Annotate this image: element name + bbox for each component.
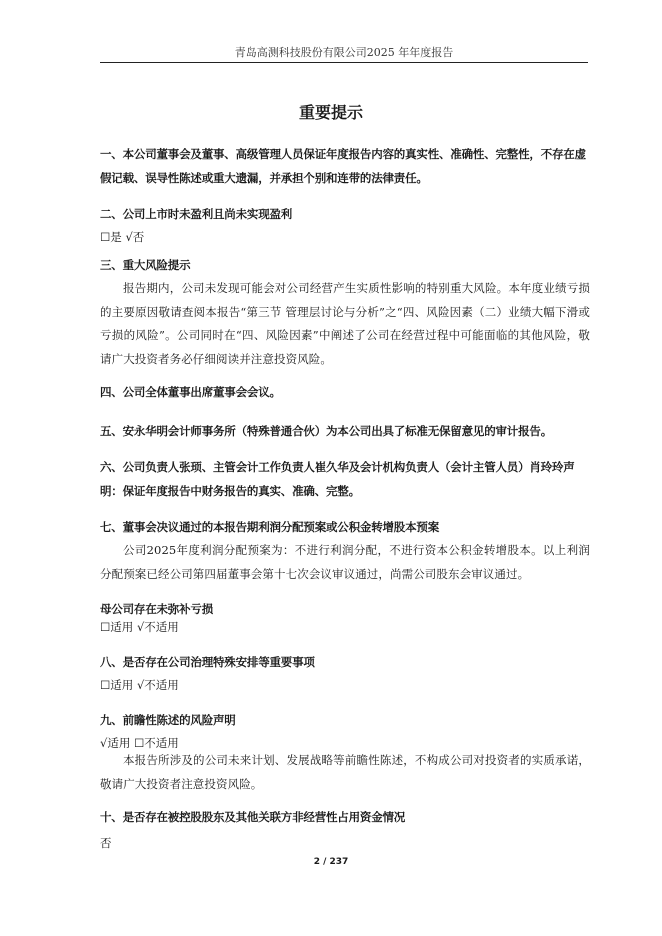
- section-6-heading: 六、公司负责人张顼、主管会计工作负责人崔久华及会计机构负责人（会计主管人员）肖玲玲声明：保证年度报告中财务报告的真实、准确、完整。: [100, 460, 575, 498]
- section-7b-options: ☐适用 √不适用: [100, 620, 179, 634]
- section-7b-heading: 母公司存在未弥补亏损: [100, 602, 213, 616]
- section-3-heading: 三、重大风险提示: [100, 258, 191, 272]
- section-4-heading: 四、公司全体董事出席董事会会议。: [100, 385, 281, 399]
- section-7-heading: 七、董事会决议通过的本报告期利润分配预案或公积金转增股本预案: [100, 520, 439, 534]
- section-10-heading: 十、是否存在被控股股东及其他关联方非经营性占用资金情况: [100, 810, 406, 824]
- section-9-options: √适用 ☐不适用: [100, 736, 179, 750]
- page-header: 青岛高测科技股份有限公司2025 年年度报告: [234, 46, 454, 59]
- section-2-heading: 二、公司上市时未盈利且尚未实现盈利: [100, 207, 293, 221]
- section-5-heading: 五、安永华明会计师事务所（特殊普通合伙）为本公司出具了标准无保留意见的审计报告。: [100, 424, 552, 438]
- section-10-answer: 否: [100, 836, 112, 850]
- page-number: 2 / 237: [313, 857, 349, 867]
- section-2-options: ☐是 √否: [100, 230, 145, 244]
- section-9-body: 本报告所涉及的公司未来计划、发展战略等前瞻性陈述，不构成公司对投资者的实质承诺，敬请广大投资者注意投资风险。: [100, 753, 590, 791]
- section-1-heading: 一、本公司董事会及董事、高级管理人员保证年度报告内容的真实性、准确性、完整性，不存在虚假记载、误导性陈述或重大遗漏，并承担个别和连带的法律责任。: [100, 147, 586, 185]
- section-3-body: 报告期内，公司未发现可能会对公司经营产生实质性影响的特别重大风险。本年度业绩亏损的主要原因敬请查阅本报告“第三节 管理层讨论与分析”之“四、风险因素（二）业绩大幅下滑或亏损的风险”。公司同时在“四、风险因素”中阐述了公司在经营过程中可能面临的其他风险，敬请广大投资者务必仔细阅读并注意投资风险。: [100, 281, 590, 366]
- header-rule: [100, 62, 588, 63]
- page-title: 重要提示: [298, 103, 363, 122]
- section-8-options: ☐适用 √不适用: [100, 678, 179, 692]
- section-8-heading: 八、是否存在公司治理特殊安排等重要事项: [100, 655, 315, 669]
- section-7-body: 公司2025年度利润分配预案为：不进行利润分配，不进行资本公积金转增股本。以上利润分配预案已经公司第四届董事会第十七次会议审议通过，尚需公司股东会审议通过。: [100, 543, 590, 581]
- section-9-heading: 九、前瞻性陈述的风险声明: [100, 713, 236, 727]
